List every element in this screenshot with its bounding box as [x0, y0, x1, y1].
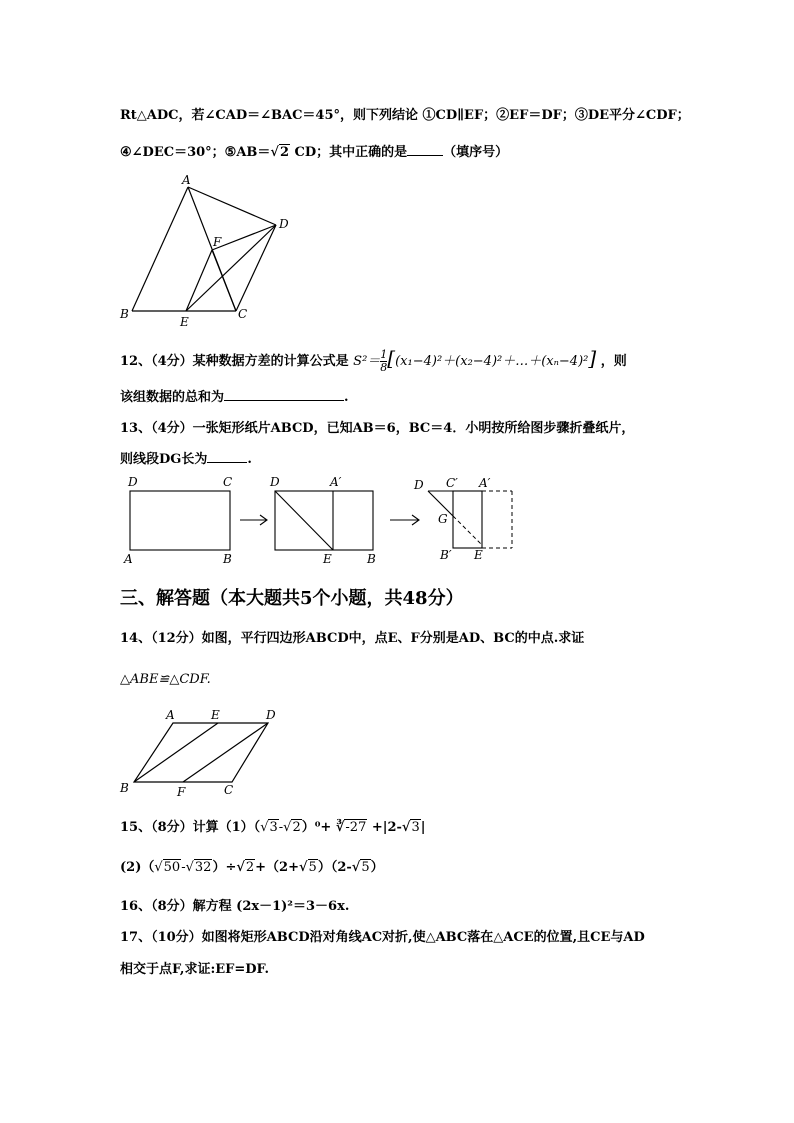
q13-line-2: 则线段DG长为 . — [120, 452, 252, 467]
label-C: C — [223, 475, 233, 489]
label-D: D — [270, 475, 280, 489]
label-A: A — [166, 708, 175, 722]
label-B: B — [120, 307, 129, 321]
label-E: E — [211, 708, 220, 722]
q15-line-2: (2)（√50-√32）÷√2+（2+√5）（2-√5） — [120, 860, 384, 875]
q14-line-2: △ABE≌△CDF. — [120, 672, 211, 687]
variance-formula: S²＝ $\frac{1}{8}$ [(x₁−4)²＋(x₂−4)²＋…＋(xₙ−4)²] — [353, 346, 597, 374]
q11-conclusions-line: Rt△ADC，若∠CAD＝∠BAC＝45°，则下列结论 ①CD∥EF；②EF＝DF；③DE平分∠CDF； — [120, 108, 690, 123]
q12-line: 12、（4分）某种数据方差的计算公式是 S²＝ $\frac{1}{8}$ [(x₁−4)²＋(x₂−4)²＋…＋(xₙ−4)²] ，则 — [120, 346, 627, 374]
q17-line-2: 相交于点F,求证:EF=DF. — [120, 962, 269, 977]
label-A: A — [182, 173, 191, 187]
sqrt-2: √2 — [270, 145, 289, 160]
label-A: A — [124, 552, 133, 566]
q16-line: 16、（8分）解方程 (2x－1)²＝3－6x. — [120, 899, 350, 914]
label-B: B — [223, 552, 232, 566]
label-B-prime: B′ — [440, 548, 452, 562]
label-F: F — [213, 235, 222, 249]
label-A-prime: A′ — [330, 475, 342, 489]
label-E: E — [474, 548, 483, 562]
label-B: B — [120, 781, 129, 795]
q17-line: 17、（10分）如图将矩形ABCD沿对角线AC对折,使△ABC落在△ACE的位置,且CE与AD — [120, 930, 645, 945]
q15-line: 15、（8分）计算（1）（√3-√2）⁰+ ∛-27 +|2-√3| — [120, 820, 426, 835]
q13-line: 13、（4分）一张矩形纸片ABCD，已知AB＝6，BC＝4．小明按所给图步骤折叠纸片， — [120, 421, 635, 436]
q11-conclusions-line-2: ④∠DEC＝30°；⑤AB＝√2 CD；其中正确的是 （填序号） — [120, 145, 509, 160]
label-F: F — [177, 785, 186, 799]
label-C-prime: C′ — [446, 476, 458, 490]
label-D: D — [266, 708, 276, 722]
label-D: D — [128, 475, 138, 489]
q12-line-2: 该组数据的总和为 . — [120, 390, 349, 405]
label-E: E — [323, 552, 332, 566]
label-A-prime: A′ — [479, 476, 491, 490]
label-C: C — [224, 783, 234, 797]
q14-line: 14、（12分）如图，平行四边形ABCD中，点E、F分别是AD、BC的中点.求证 — [120, 631, 585, 646]
label-D: D — [414, 478, 424, 492]
label-D: D — [279, 217, 289, 231]
label-C: C — [238, 307, 248, 321]
section-3-heading: 三、解答题（本大题共5个小题，共48分） — [120, 588, 464, 609]
label-G: G — [438, 512, 448, 526]
label-B: B — [367, 552, 376, 566]
label-E: E — [180, 315, 189, 329]
